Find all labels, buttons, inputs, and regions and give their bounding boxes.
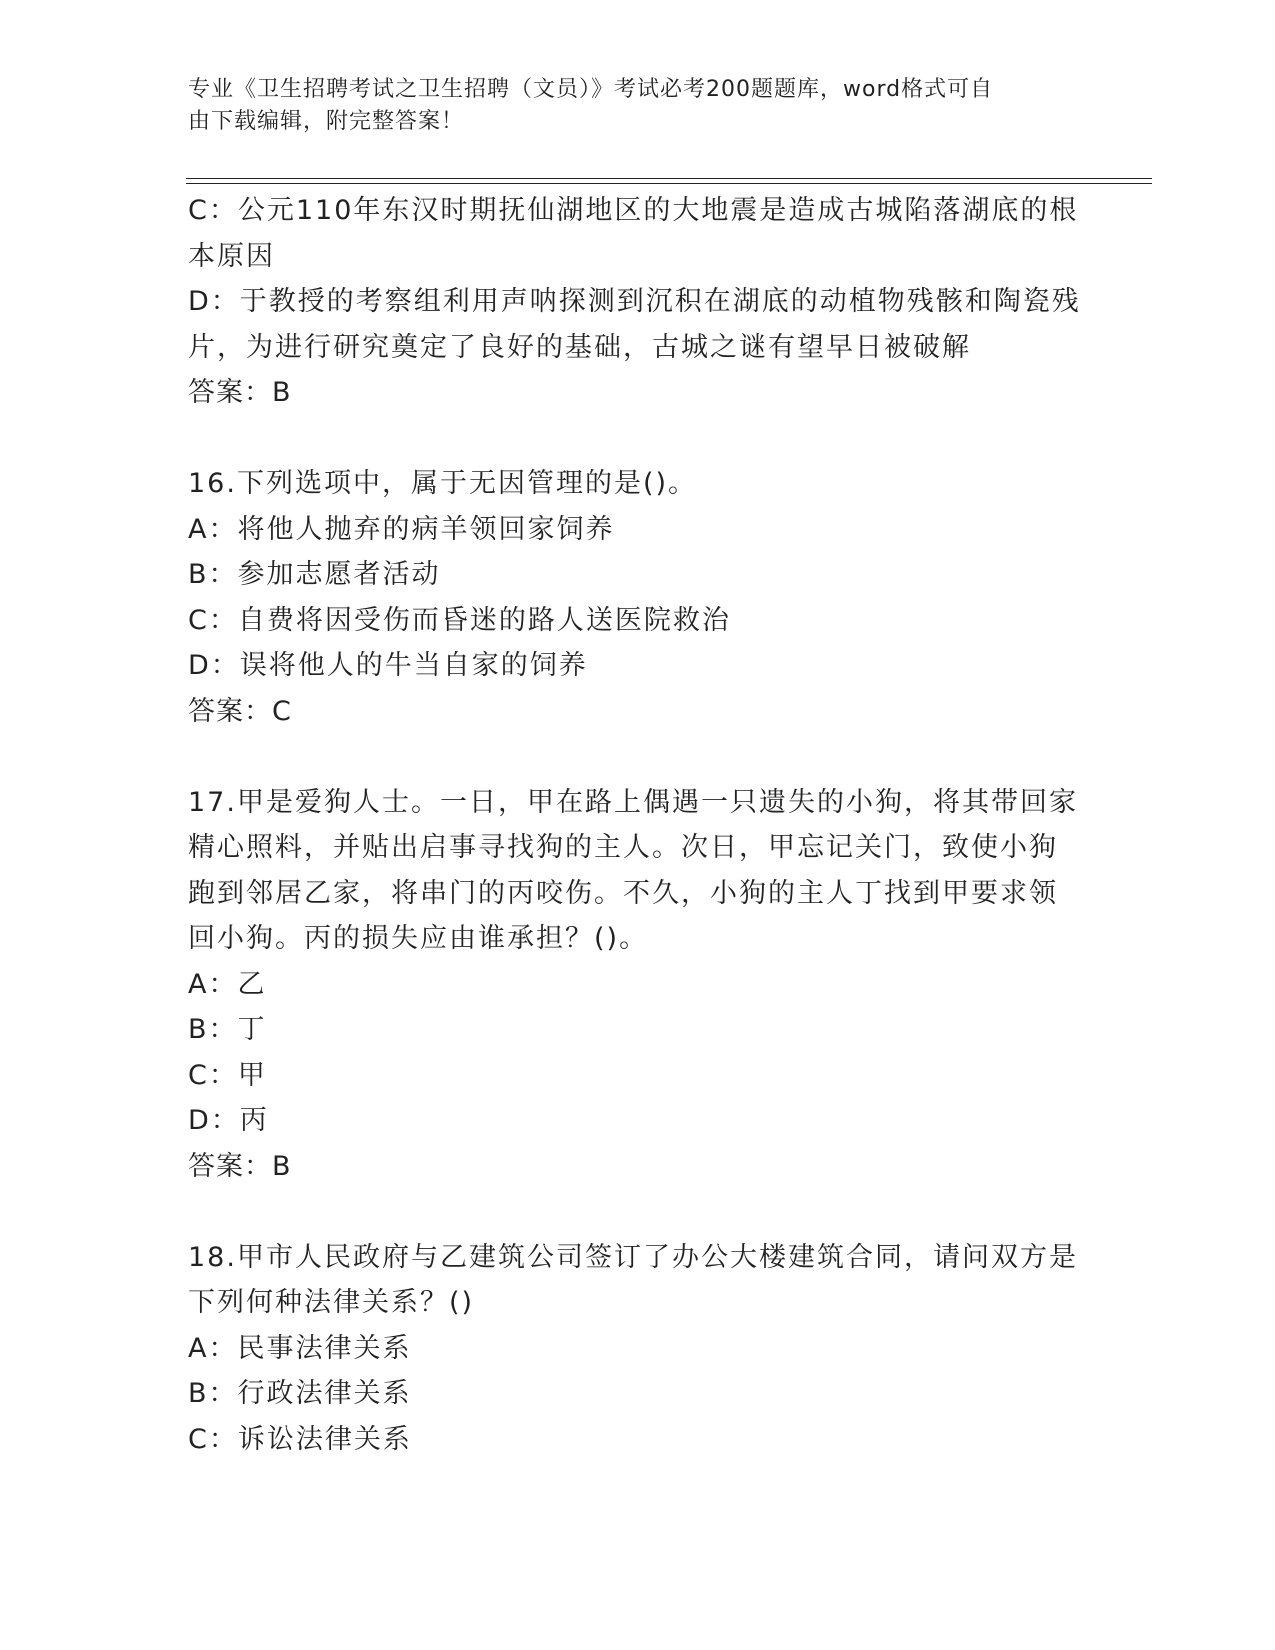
option-c: C：诉讼法律关系: [188, 1423, 412, 1455]
question-stem-line-1: 18.甲市人民政府与乙建筑公司签订了办公大楼建筑合同，请问双方是: [188, 1241, 1078, 1273]
header-divider-top: [186, 178, 1152, 179]
option-b: B：丁: [188, 1014, 267, 1045]
question-16: [188, 461, 1088, 734]
option-b: B：行政法律关系: [188, 1378, 412, 1409]
question-17: [188, 780, 1088, 1190]
document-header: [188, 74, 1068, 138]
spacer: [188, 416, 1088, 462]
option-d: D：误将他人的牛当自家的饲养: [188, 650, 588, 681]
answer: 答案：C: [188, 695, 292, 727]
option-c-line-1: C：公元110年东汉时期抚仙湖地区的大地震是造成古城陷落湖底的根: [188, 195, 1079, 226]
answer: 答案：B: [188, 377, 292, 408]
spacer: [188, 1189, 1088, 1235]
answer: 答案：B: [188, 1150, 292, 1182]
question-18: [188, 1235, 1088, 1463]
option-c-line-2: 本原因: [188, 240, 275, 272]
question-stem-line-3: 跑到邻居乙家，将串门的丙咬伤。不久，小狗的主人丁找到甲要求领: [188, 877, 1058, 909]
question-stem-line-1: 17.甲是爱狗人士。一日，甲在路上偶遇一只遗失的小狗，将其带回家: [188, 786, 1078, 818]
option-c: C：自费将因受伤而昏迷的路人送医院救治: [188, 604, 731, 636]
question-15-continued: [188, 188, 1088, 416]
question-stem: 16.下列选项中，属于无因管理的是()。: [188, 468, 698, 499]
option-a: A：乙: [188, 968, 267, 1000]
option-d-line-1: D：于教授的考察组利用声呐探测到沉积在湖底的动植物残骸和陶瓷残: [188, 286, 1081, 317]
question-stem-line-2: 精心照料，并贴出启事寻找狗的主人。次日，甲忘记关门，致使小狗: [188, 832, 1058, 863]
option-d-line-2: 片，为进行研究奠定了良好的基础，古城之谜有望早日被破解: [188, 331, 971, 363]
question-list: [188, 188, 1088, 1462]
option-a: A：将他人抛弃的病羊领回家饲养: [188, 513, 615, 545]
header-divider-bottom: [186, 183, 1152, 184]
question-stem-line-4: 回小狗。丙的损失应由谁承担？()。: [188, 923, 649, 954]
option-c: C：甲: [188, 1059, 267, 1091]
option-b: B：参加志愿者活动: [188, 559, 441, 590]
header-line-2: 由下载编辑，附完整答案！: [188, 109, 465, 134]
option-d: D：丙: [188, 1105, 269, 1136]
header-line-1: 专业《卫生招聘考试之卫生招聘（文员）》考试必考200题题库，word格式可自: [188, 77, 994, 102]
option-a: A：民事法律关系: [188, 1332, 412, 1364]
question-stem-line-2: 下列何种法律关系？(): [188, 1287, 475, 1318]
spacer: [188, 734, 1088, 780]
